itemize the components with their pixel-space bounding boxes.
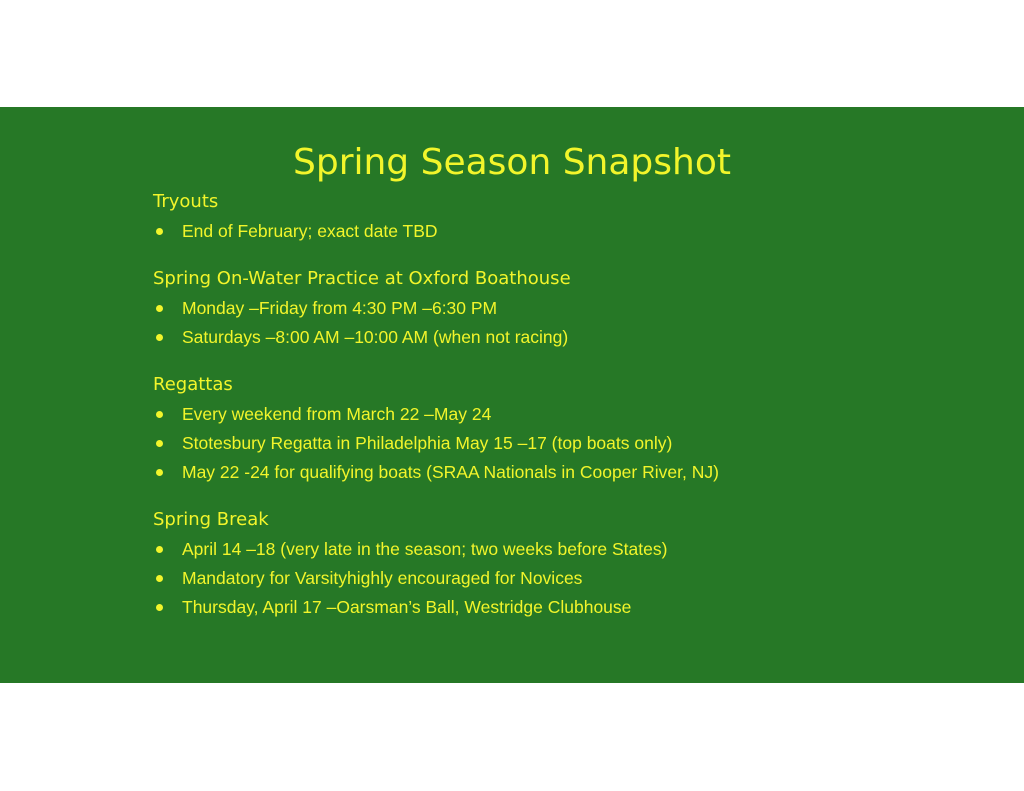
section-heading: Spring Break — [153, 509, 269, 530]
list-item — [153, 294, 973, 323]
list-item-text: Stotesbury Regatta in Philadelphia May 15 –17 (top boats only) — [182, 433, 673, 453]
list-item — [153, 323, 973, 352]
section-heading: Spring On-Water Practice at Oxford Boathouse — [153, 268, 571, 289]
list-item — [153, 217, 973, 246]
list-item — [153, 564, 973, 593]
list-item-text: Monday –Friday from 4:30 PM –6:30 PM — [182, 298, 498, 318]
slide-title: Spring Season Snapshot — [292, 142, 731, 183]
bullet-icon — [156, 575, 163, 582]
list-item — [153, 429, 973, 458]
section-spring-break — [153, 509, 973, 622]
list-item-text: End of February; exact date TBD — [182, 221, 438, 241]
list-item — [153, 593, 973, 622]
list-item — [153, 458, 973, 487]
section-regattas — [153, 374, 973, 487]
list-item-text: Every weekend from March 22 –May 24 — [182, 404, 492, 424]
section-practice — [153, 268, 973, 352]
list-item-text: Saturdays –8:00 AM –10:00 AM (when not racing) — [182, 327, 569, 347]
bullet-icon — [156, 334, 163, 341]
bullet-list — [153, 535, 973, 622]
section-heading: Regattas — [153, 374, 233, 395]
section-tryouts — [153, 191, 973, 246]
list-item — [153, 535, 973, 564]
list-item — [153, 400, 973, 429]
bullet-list — [153, 400, 973, 487]
bullet-icon — [156, 228, 163, 235]
list-item-text: May 22 -24 for qualifying boats (SRAA Nationals in Cooper River, NJ) — [182, 462, 719, 482]
bullet-list — [153, 294, 973, 352]
slide — [0, 107, 1024, 683]
section-heading: Tryouts — [153, 191, 219, 212]
slide-content — [153, 191, 973, 644]
list-item-text: Thursday, April 17 –Oarsman’s Ball, Westridge Clubhouse — [182, 597, 632, 617]
bullet-icon — [156, 411, 163, 418]
bullet-list — [153, 217, 973, 246]
list-item-text: April 14 –18 (very late in the season; two weeks before States) — [182, 539, 668, 559]
bullet-icon — [156, 604, 163, 611]
bullet-icon — [156, 440, 163, 447]
bullet-icon — [156, 546, 163, 553]
bullet-icon — [156, 469, 163, 476]
list-item-text: Mandatory for Varsityhighly encouraged for Novices — [182, 568, 583, 588]
bullet-icon — [156, 305, 163, 312]
